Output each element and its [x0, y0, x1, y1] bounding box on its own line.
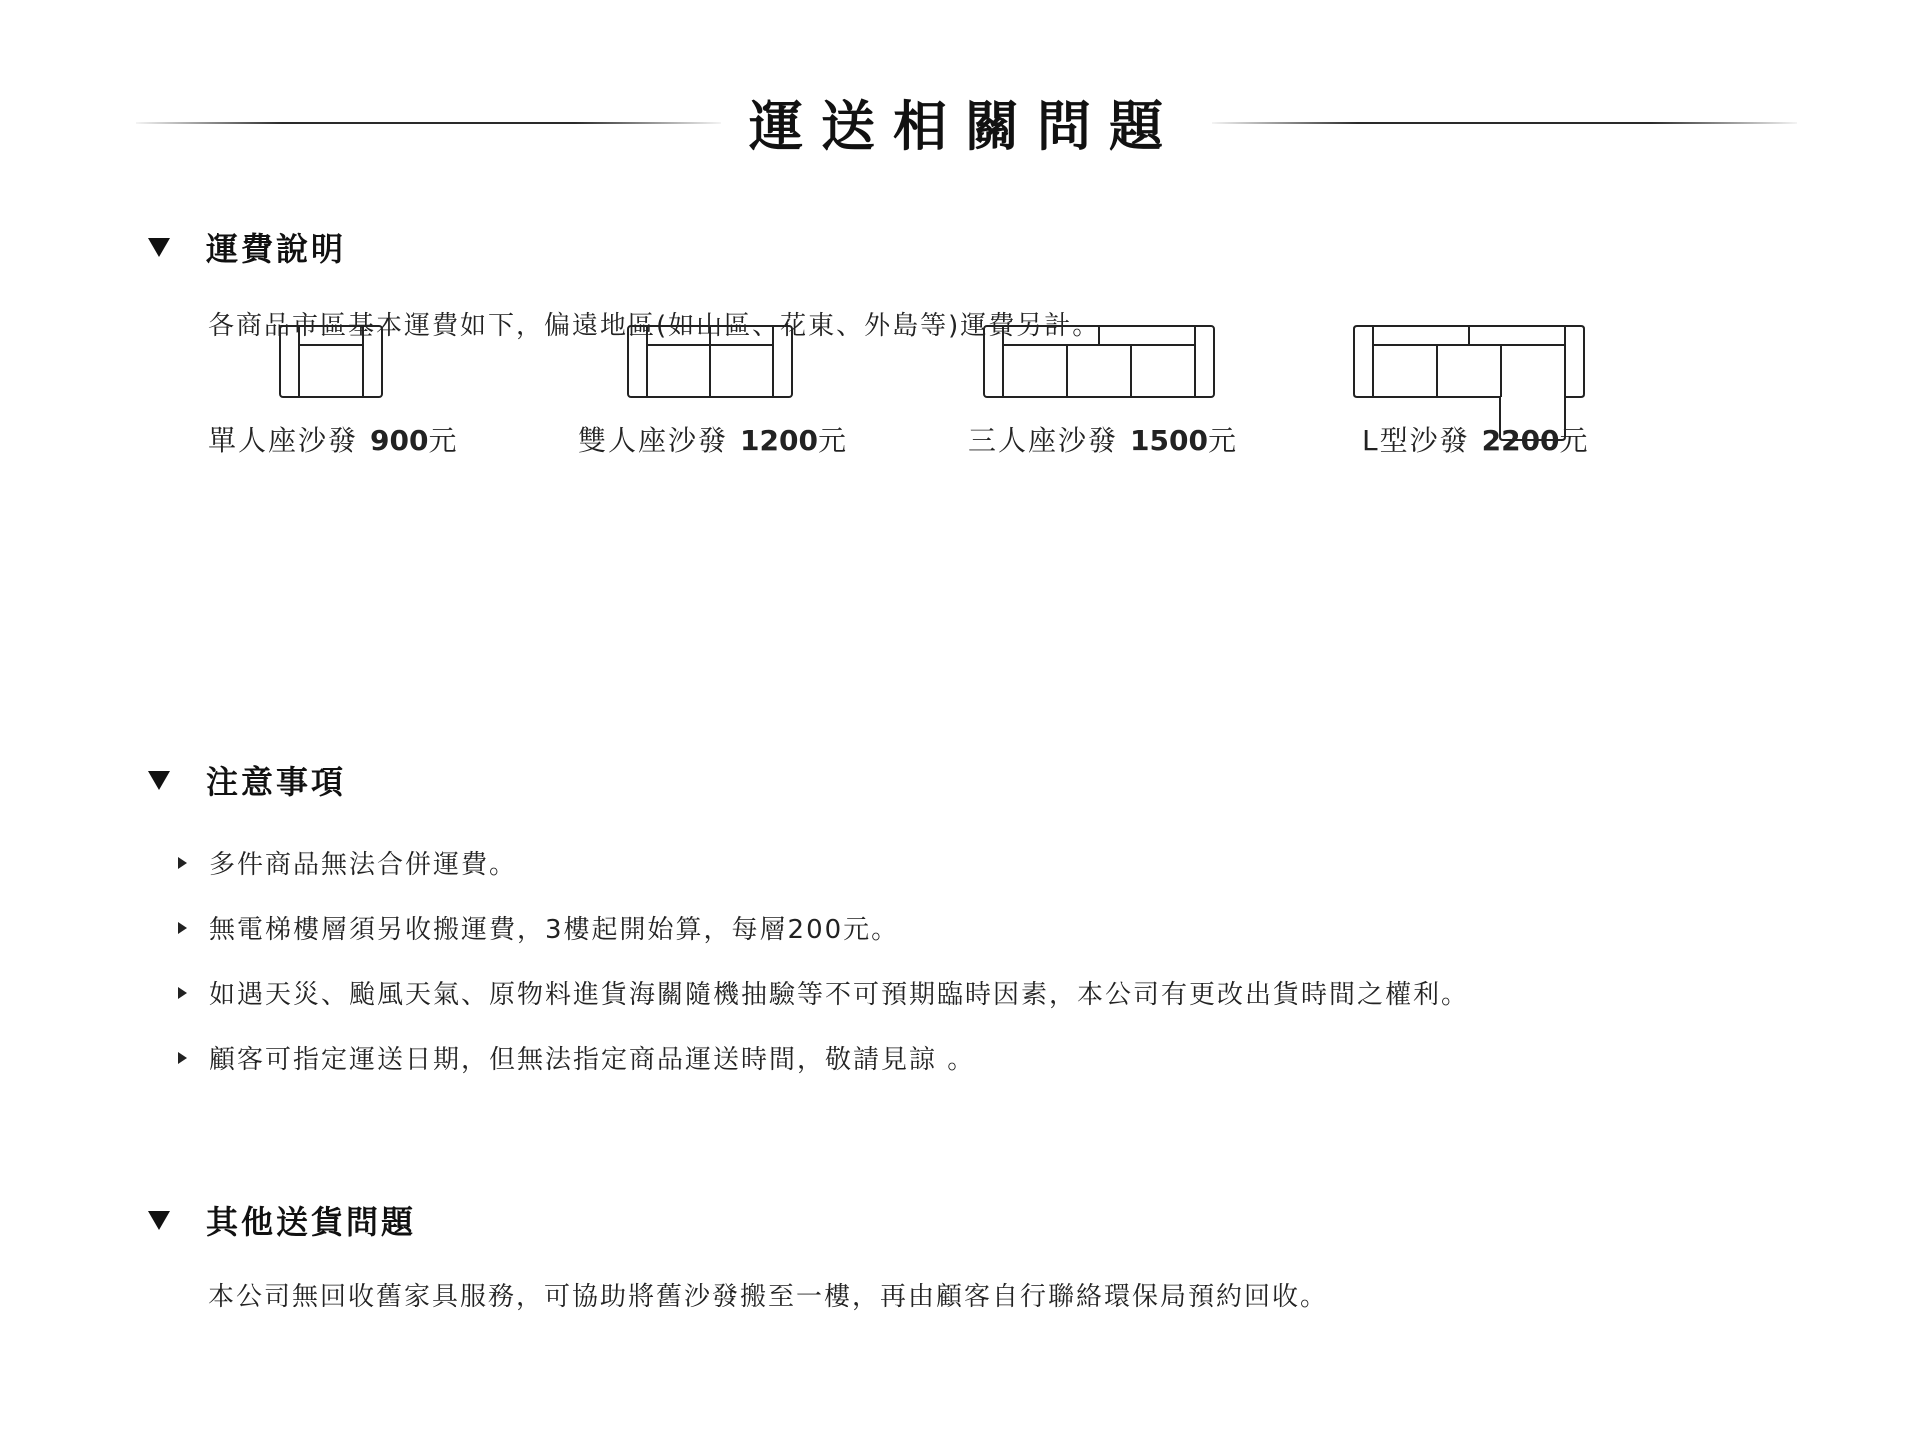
- note-text: 顧客可指定運送日期，但無法指定商品運送時間，敬請見諒 。: [209, 1045, 976, 1075]
- price-unit: 元: [1207, 424, 1238, 457]
- sofa-price-single: [208, 419, 458, 459]
- page-title: 運送相關問題: [749, 95, 1181, 158]
- section-notes: [0, 758, 1920, 1108]
- price-unit: 元: [1559, 424, 1590, 457]
- double-sofa-icon: [627, 325, 793, 399]
- sofa-price: 1500: [1130, 424, 1208, 457]
- triangle-right-icon: [178, 857, 187, 869]
- list-item: [178, 895, 1469, 960]
- sofa-price-double: [578, 419, 848, 459]
- sofa-price-triple: [968, 419, 1238, 459]
- triangle-down-icon: [148, 1211, 170, 1230]
- header-divider-left: [136, 122, 721, 124]
- price-unit: 元: [428, 424, 459, 457]
- sofa-name: 雙人座沙發: [578, 424, 729, 457]
- page-header: [0, 78, 1920, 164]
- sofa-name: 單人座沙發: [208, 424, 359, 457]
- note-text: 無電梯樓層須另收搬運費，3樓起開始算，每層200元。: [209, 915, 900, 945]
- section-other-delivery: [0, 1198, 1920, 1348]
- list-item: [178, 1025, 1469, 1090]
- sofa-name: L型沙發: [1362, 424, 1470, 457]
- header-divider-right: [1212, 122, 1797, 124]
- sofa-price-l-shaped: [1362, 419, 1590, 459]
- section-heading: [148, 225, 346, 269]
- section-heading: [148, 1198, 416, 1242]
- section-title: 其他送貨問題: [206, 1203, 417, 1241]
- section-title: 運費說明: [206, 230, 347, 268]
- triangle-right-icon: [178, 1052, 187, 1064]
- price-unit: 元: [817, 424, 848, 457]
- notes-list: [178, 830, 1469, 1090]
- triangle-down-icon: [148, 238, 170, 257]
- triangle-down-icon: [148, 771, 170, 790]
- shipping-fee-intro: 各商品市區基本運費如下，偏遠地區(如山區、花東、外島等)運費另計。: [208, 311, 1101, 341]
- triangle-right-icon: [178, 922, 187, 934]
- sofa-price: 1200: [740, 424, 818, 457]
- list-item: [178, 960, 1469, 1025]
- other-delivery-text: 本公司無回收舊家具服務，可協助將舊沙發搬至一樓，再由顧客自行聯絡環保局預約回收。: [208, 1282, 1329, 1312]
- section-heading: [148, 758, 346, 802]
- section-shipping-fees: [0, 225, 1920, 645]
- triangle-right-icon: [178, 987, 187, 999]
- sofa-name: 三人座沙發: [968, 424, 1119, 457]
- single-sofa-icon: [279, 325, 383, 399]
- list-item: [178, 830, 1469, 895]
- note-text: 如遇天災、颱風天氣、原物料進貨海關隨機抽驗等不可預期臨時因素，本公司有更改出貨時間之權利。: [209, 980, 1470, 1010]
- section-title: 注意事項: [206, 763, 347, 801]
- triple-sofa-icon: [983, 325, 1215, 399]
- sofa-price: 2200: [1481, 424, 1560, 457]
- note-text: 多件商品無法合併運費。: [209, 850, 518, 880]
- sofa-price: 900: [370, 424, 429, 457]
